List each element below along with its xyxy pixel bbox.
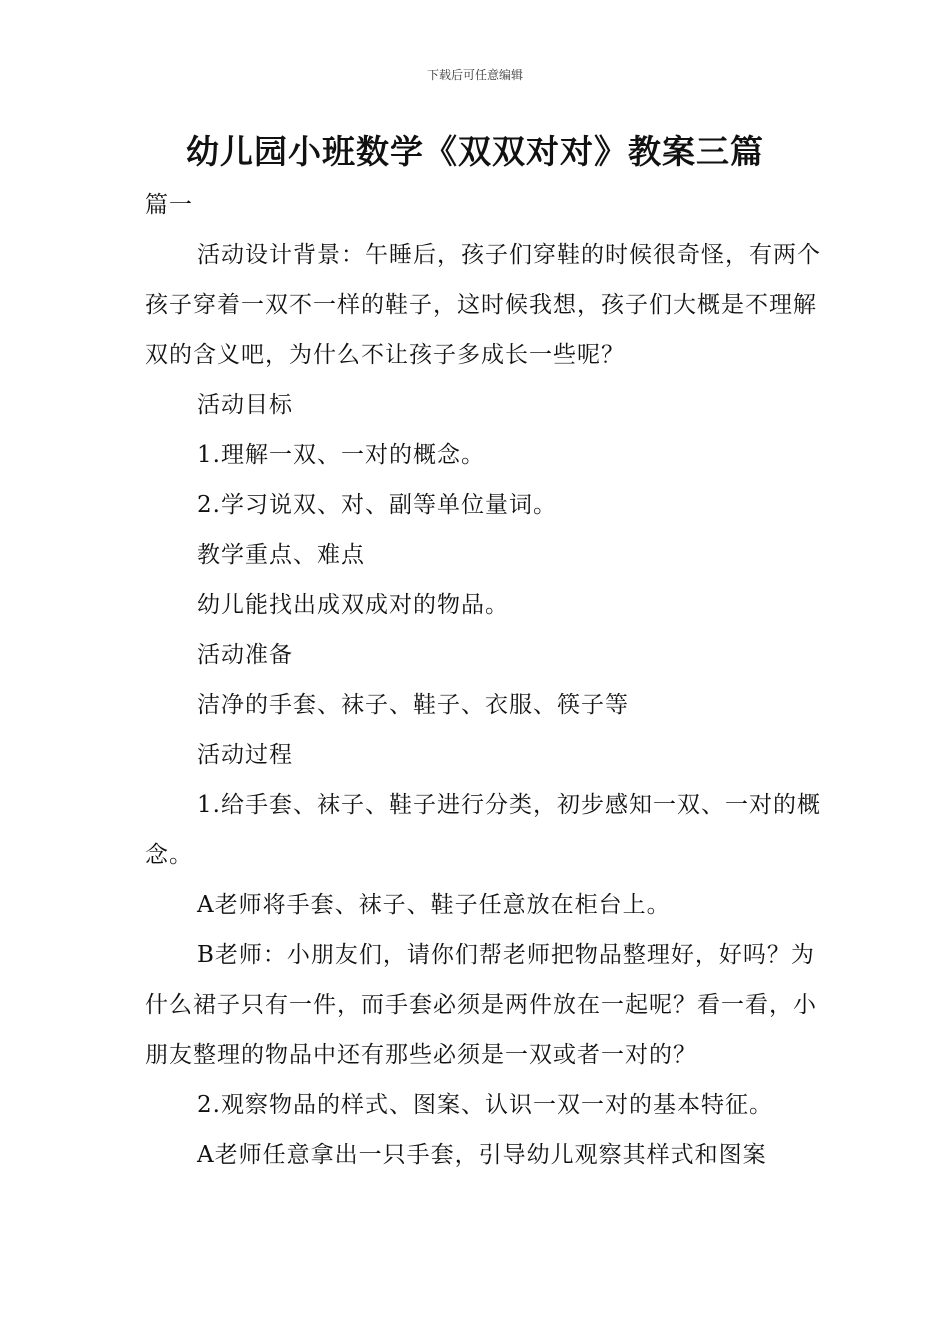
process-step-1: 1.给手套、袜子、鞋子进行分类，初步感知一双、一对的概念。 (145, 792, 821, 868)
paragraph-key-points: 幼儿能找出成双成对的物品。 (197, 592, 509, 618)
paragraph-preparation: 洁净的手套、袜子、鞋子、衣服、筷子等 (197, 692, 629, 718)
section-label: 篇一 (145, 192, 193, 218)
objective-item-2: 2.学习说双、对、副等单位量词。 (197, 492, 557, 518)
process-step-2: 2.观察物品的样式、图案、认识一双一对的基本特征。 (197, 1092, 773, 1118)
objective-item-1: 1.理解一双、一对的概念。 (197, 442, 485, 468)
document-title: 幼儿园小班数学《双双对对》教案三篇 (186, 132, 764, 171)
document-body (145, 180, 835, 1180)
heading-objectives: 活动目标 (197, 392, 293, 418)
heading-preparation: 活动准备 (197, 642, 293, 668)
heading-process: 活动过程 (197, 742, 293, 768)
paragraph-background: 活动设计背景：午睡后，孩子们穿鞋的时候很奇怪，有两个孩子穿着一双不一样的鞋子，这时候我想，孩子们大概是不理解双的含义吧，为什么不让孩子多成长一些呢？ (145, 242, 821, 368)
heading-key-points: 教学重点、难点 (197, 542, 365, 568)
header-note: 下载后可任意编辑 (426, 68, 523, 82)
process-step-2a: A老师任意拿出一只手套，引导幼儿观察其样式和图案 (197, 1142, 767, 1168)
process-step-1b: B老师：小朋友们，请你们帮老师把物品整理好，好吗？为什么裙子只有一件，而手套必须是两件放在一起呢？看一看，小朋友整理的物品中还有那些必须是一双或者一对的？ (145, 942, 817, 1068)
process-step-1a: A老师将手套、袜子、鞋子任意放在柜台上。 (197, 892, 671, 918)
